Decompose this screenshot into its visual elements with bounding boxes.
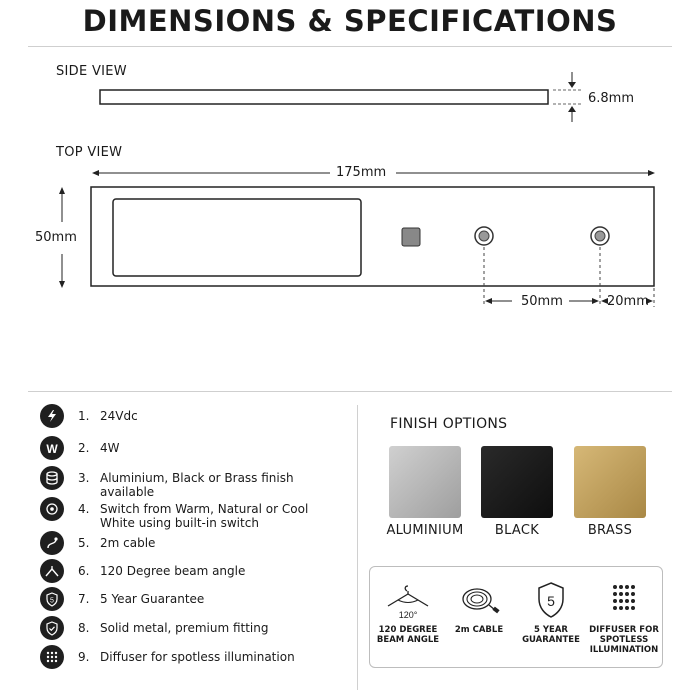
feature-beam-angle: 120° 120 DEGREE BEAM ANGLE xyxy=(372,581,444,645)
database-icon xyxy=(40,466,64,490)
spec-item: 1. 24Vdc xyxy=(40,404,330,428)
feature-guarantee: 5 5 YEAR GUARANTEE xyxy=(515,581,587,645)
middle-divider xyxy=(28,391,672,392)
top-view-label: TOP VIEW xyxy=(56,145,123,160)
swatch-label-aluminium: ALUMINIUM xyxy=(386,523,464,538)
feature-cable: 2m CABLE xyxy=(443,581,515,635)
spec-item: 8. Solid metal, premium fitting xyxy=(40,616,330,640)
guarantee-shield-icon xyxy=(40,587,64,611)
spacing-dimension: 50mm xyxy=(521,294,563,309)
swatch-brass xyxy=(574,446,646,518)
spec-item: W 2. 4W xyxy=(40,436,330,460)
spec-item: 6. 120 Degree beam angle xyxy=(40,559,330,583)
watt-icon xyxy=(40,436,64,460)
cable-icon xyxy=(40,531,64,555)
beam-angle-icon xyxy=(40,559,64,583)
shield-check-icon xyxy=(40,616,64,640)
top-divider xyxy=(28,46,672,47)
beam-angle-icon xyxy=(384,581,432,621)
side-view-label: SIDE VIEW xyxy=(56,64,127,79)
spec-item: 9. Diffuser for spotless illumination xyxy=(40,645,330,669)
spec-item: 5. 2m cable xyxy=(40,531,330,555)
guarantee-shield-icon xyxy=(527,581,575,621)
svg-text:120°: 120° xyxy=(398,610,418,620)
side-thickness-dimension: 6.8mm xyxy=(588,91,635,106)
feature-diffuser: DIFFUSER FOR SPOTLESS ILLUMINATION xyxy=(588,581,660,655)
swatch-label-brass: BRASS xyxy=(587,523,633,538)
finish-options-title: FINISH OPTIONS xyxy=(390,416,508,432)
svg-text:5: 5 xyxy=(547,593,555,609)
page-title: DIMENSIONS & SPECIFICATIONS xyxy=(82,4,618,38)
swatch-black xyxy=(481,446,553,518)
spec-item: 3. Aluminium, Black or Brass finish available xyxy=(40,466,330,499)
svg-text:5: 5 xyxy=(50,597,54,604)
spec-item: 4. Switch from Warm, Natural or Cool White using built-in switch xyxy=(40,497,330,530)
vertical-divider xyxy=(357,405,358,690)
switch-icon xyxy=(40,497,64,521)
swatch-aluminium xyxy=(389,446,461,518)
features-box xyxy=(369,566,663,668)
svg-text:W: W xyxy=(46,442,58,455)
spec-item: 5 7. 5 Year Guarantee xyxy=(40,587,330,611)
diffuser-icon xyxy=(40,645,64,669)
cable-coil-icon xyxy=(455,581,503,621)
diffuser-icon xyxy=(600,581,648,621)
length-dimension: 175mm xyxy=(336,165,387,180)
top-view-drawing xyxy=(0,160,700,320)
lightning-icon xyxy=(40,404,64,428)
swatch-label-black: BLACK xyxy=(494,523,540,538)
edge-offset-dimension: 20mm xyxy=(607,294,649,309)
width-dimension: 50mm xyxy=(35,230,77,245)
